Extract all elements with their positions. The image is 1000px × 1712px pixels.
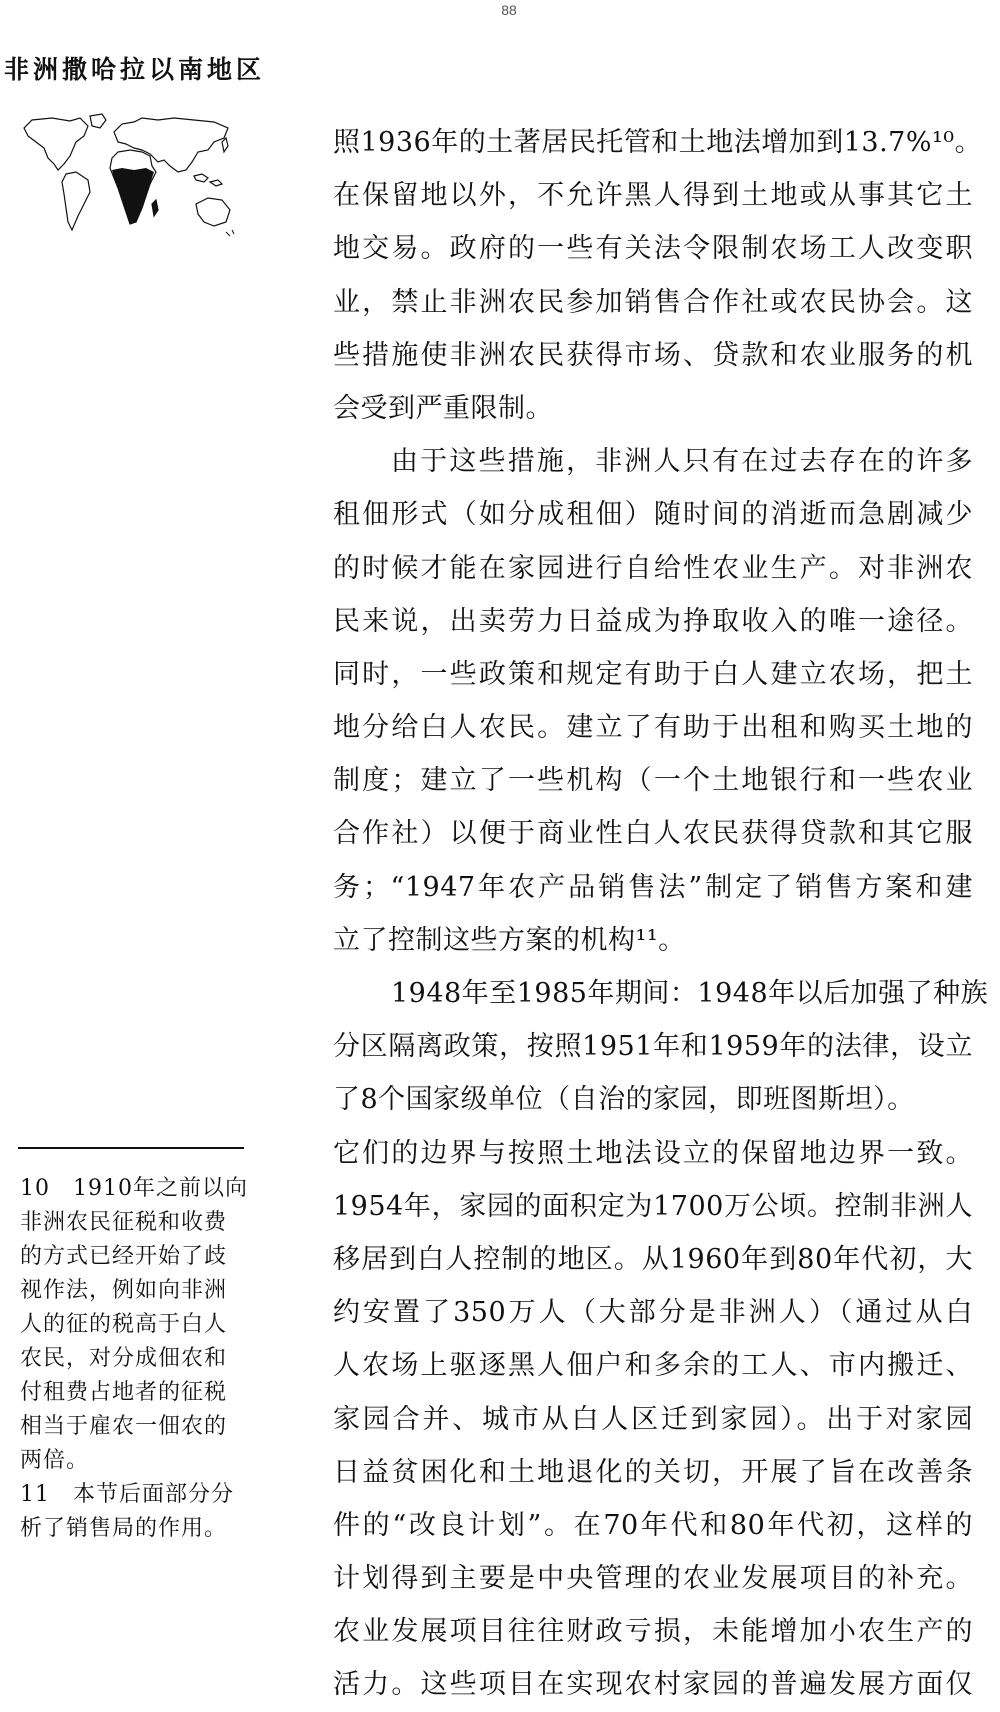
body-line: 计划得到主要是中央管理的农业发展项目的补充。	[333, 1563, 973, 1595]
footnote-line: 视作法，例如向非洲	[20, 1278, 228, 1303]
body-line: 由于这些措施，非洲人只有在过去存在的许多	[391, 446, 973, 478]
body-line: 民来说，出卖劳力日益成为挣取收入的唯一途径。	[333, 605, 973, 637]
body-line: 制度；建立了一些机构（一个土地银行和一些农业	[333, 765, 973, 797]
body-line: 分区隔离政策，按照1951年和1959年的法律，设立	[333, 1031, 973, 1063]
body-line: 些措施使非洲农民获得市场、贷款和农业服务的机	[333, 339, 973, 371]
body-line: 农业发展项目往往财政亏损，未能增加小农生产的	[333, 1616, 973, 1648]
footnote-divider	[18, 1147, 244, 1149]
footnote-line: 析了销售局的作用。	[20, 1516, 228, 1541]
body-line: 移居到白人控制的地区。从1960年到80年代初，大	[333, 1243, 973, 1275]
body-line: 1948年至1985年期间：1948年以后加强了种族	[391, 978, 989, 1009]
footnote-line: 付租费占地者的征税	[20, 1380, 228, 1405]
body-line: 了8个国家级单位（自治的家园，即班图斯坦）。	[333, 1084, 915, 1116]
footnote-line: 两倍。	[20, 1448, 90, 1473]
section-heading: 非洲撒哈拉以南地区	[4, 55, 266, 84]
footnote-line: 非洲农民征税和收费	[20, 1210, 228, 1235]
body-line: 件的“改良计划”。在70年代和80年代初，这样的	[333, 1509, 973, 1541]
world-map-icon	[18, 112, 238, 247]
sub-saharan-region	[112, 168, 154, 224]
body-line: 家园合并、城市从白人区迁到家园）。出于对家园	[333, 1403, 973, 1435]
body-line: 同时，一些政策和规定有助于白人建立农场，把土	[333, 658, 973, 690]
footnotes	[20, 1172, 282, 1546]
footnote-line: 相当于雇农一佃农的	[20, 1414, 228, 1439]
footnote-line: 人的征的税高于白人	[20, 1312, 228, 1337]
body-line: 地交易。政府的一些有关法令限制农场工人改变职	[333, 233, 973, 265]
body-line: 立了控制这些方案的机构¹¹。	[333, 924, 686, 956]
body-line: 合作社）以便于商业性白人农民获得贷款和其它服	[333, 818, 973, 850]
body-line: 人农场上驱逐黑人佃户和多余的工人、市内搬迁、	[333, 1350, 973, 1382]
body-line: 地分给白人农民。建立了有助于出租和购买土地的	[333, 712, 973, 744]
body-line: 业，禁止非洲农民参加销售合作社或农民协会。这	[333, 286, 973, 318]
body-line: 会受到严重限制。	[333, 392, 553, 424]
footnote-line: 农民，对分成佃农和	[20, 1346, 228, 1371]
body-line: 1954年，家园的面积定为1700万公顷。控制非洲人	[333, 1190, 973, 1222]
body-line: 务；“1947年农产品销售法”制定了销售方案和建	[333, 871, 973, 903]
body-line: 活力。这些项目在实现农村家园的普遍发展方面仅	[333, 1669, 973, 1701]
page-number: 88	[501, 2, 517, 18]
body-line: 在保留地以外，不允许黑人得到土地或从事其它土	[333, 180, 973, 212]
body-line: 日益贫困化和土地退化的关切，开展了旨在改善条	[333, 1456, 973, 1488]
body-line: 它们的边界与按照土地法设立的保留地边界一致。	[333, 1137, 973, 1169]
body-text	[333, 116, 989, 1712]
body-line: 租佃形式（如分成租佃）随时间的消逝而急剧减少	[333, 499, 973, 531]
footnote-line: 的方式已经开始了歧	[20, 1244, 228, 1269]
body-line: 约安置了350万人（大部分是非洲人）（通过从白	[333, 1297, 973, 1329]
footnote-line: 11 本节后面部分分	[20, 1482, 234, 1507]
footnote-line: 10 1910年之前以向	[20, 1176, 248, 1201]
body-line: 的时候才能在家园进行自给性农业生产。对非洲农	[333, 552, 973, 584]
body-line: 照1936年的土著居民托管和土地法增加到13.7%¹⁰。	[333, 127, 983, 158]
